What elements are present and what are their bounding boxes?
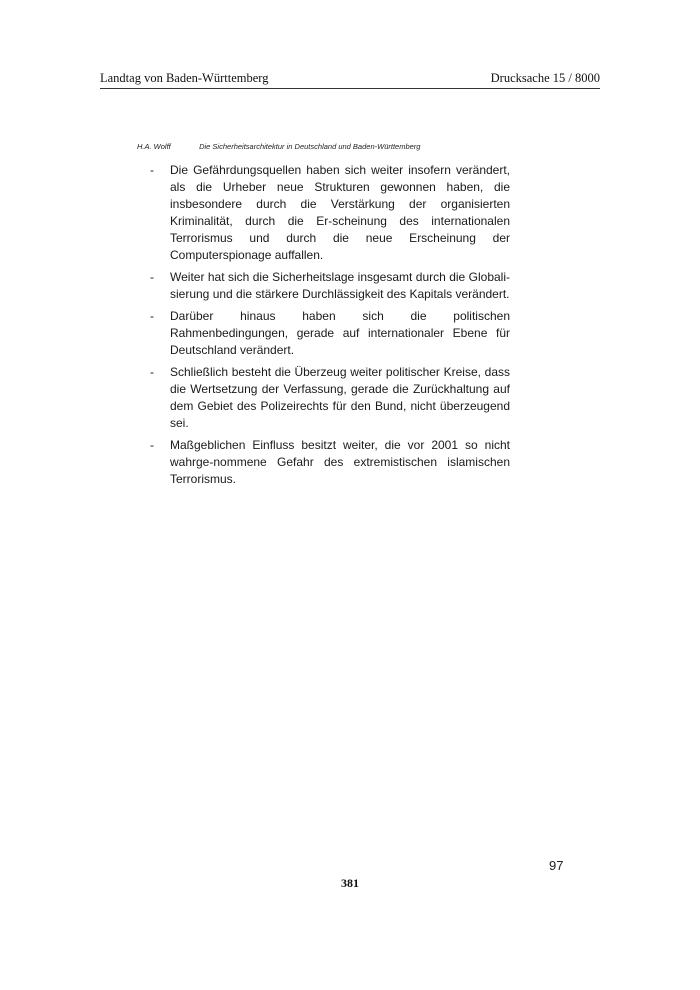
- document-page-number: 381: [341, 876, 359, 890]
- bullet-dash: -: [150, 438, 154, 452]
- bullet-dash: -: [150, 163, 154, 177]
- list-item: [150, 437, 510, 488]
- header-publisher: Landtag von Baden-Württemberg: [100, 71, 269, 85]
- header-document-number: Drucksache 15 / 8000: [490, 71, 600, 85]
- running-head: [137, 142, 420, 151]
- bullet-list: [150, 162, 510, 493]
- bullet-dash: -: [150, 270, 154, 284]
- list-item-text: Die Gefährdungsquellen haben sich weiter insofern verändert, als die Urheber neue Strukturen gewonnen haben, die insbesondere durch die Verstärkung der organisierten Kriminalität, durch die Er-scheinung des internationalen Terrorismus und durch die neue Erscheinung der Computerspionage auffallen.: [170, 163, 510, 262]
- running-head-author: H.A. Wolff: [137, 142, 171, 151]
- list-item: [150, 364, 510, 432]
- list-item: [150, 269, 510, 303]
- bullet-dash: -: [150, 365, 154, 379]
- list-item: [150, 162, 510, 264]
- bullet-dash: -: [150, 309, 154, 323]
- page-header: [100, 70, 600, 89]
- inner-page-number: 97: [549, 858, 564, 873]
- list-item-text: Weiter hat sich die Sicherheitslage insgesamt durch die Globali-sierung und die stärkere Durchlässigkeit des Kapitals verändert.: [170, 270, 510, 301]
- list-item: [150, 308, 510, 359]
- list-item-text: Maßgeblichen Einfluss besitzt weiter, die vor 2001 so nicht wahrge-nommene Gefahr des extremistischen islamischen Terrorismus.: [170, 438, 510, 486]
- list-item-text: Darüber hinaus haben sich die politischen Rahmenbedingungen, gerade auf internationaler Ebene für Deutschland verändert.: [170, 309, 510, 357]
- list-item-text: Schließlich besteht die Überzeug weiter politischer Kreise, dass die Wertsetzung der Verfassung, gerade die Zurückhaltung auf dem Gebiet des Polizeirechts für den Bund, nicht überzeugend sei.: [170, 365, 510, 430]
- running-head-title: Die Sicherheitsarchitektur in Deutschland und Baden-Württemberg: [199, 142, 421, 151]
